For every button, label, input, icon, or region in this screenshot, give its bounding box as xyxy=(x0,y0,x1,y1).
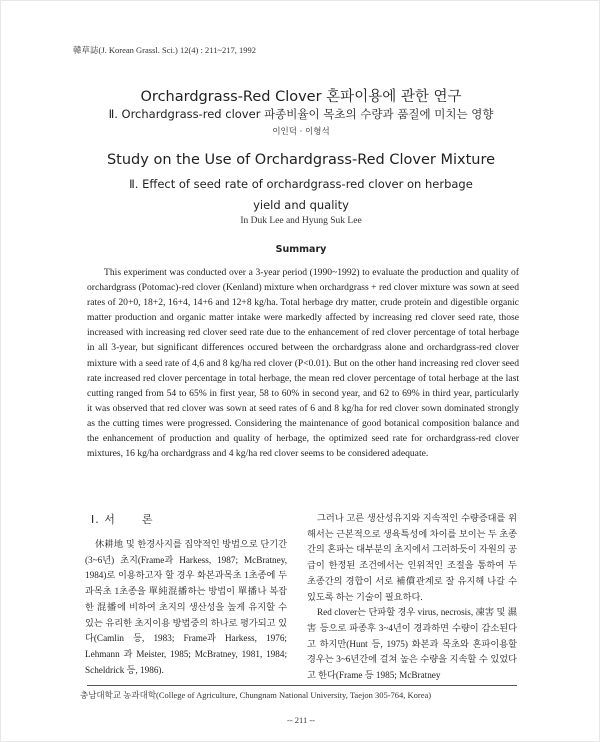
author-affiliation: 충남대학교 농과대학(College of Agriculture, Chungnam National University, Taejon 305-764, Korea) xyxy=(80,690,432,700)
english-title: Study on the Use of Orchardgrass-Red Clover Mixture xyxy=(106,152,496,168)
korean-subtitle: Ⅱ. Orchardgrass-red clover 파종비율이 목초의 수량과 품질에 미치는 영향 xyxy=(108,107,494,121)
english-subtitle xyxy=(1,174,600,216)
introduction-paragraph: Red clover는 단파할 경우 virus, necrosis, 凍害 및 濕害 등으로 파종후 3~4년이 경과하면 수량이 감소된다고 하지만(Hunt 등, 1975) 화본과 목초와 혼파이용할 경우는 3~6년간에 걸쳐 높은 수량을 지속할 수 있었다고 한다(Frame 등 1985; McBratney xyxy=(307,607,517,681)
introduction-heading-rest: 론 xyxy=(141,513,154,526)
korean-title: Orchardgrass-Red Clover 혼파이용에 관한 연구 xyxy=(140,89,462,105)
page-number: -- 211 -- xyxy=(286,715,315,725)
introduction-paragraph: 休耕地 및 한경사지를 집약적인 방법으로 단기간(3~6년) 초지(Frame과 Harkess, 1987; McBratney, 1984)로 이용하고자 할 경우 화본과목초 1초종에 두과목초 1초종을 單純混播하는 방법이 單播나 복잡한 混播에 비하여 초지의 생산성을 높게 유지할 수 있는 유리한 초지이용 방법중의 하나로 평가되고 있다(Camlin 등, 1983; Frame과 Harkess, 1976; Lehmann 과 Meister, 1985; McBratney, 1981, 1984; Scheldrick 등, 1986). xyxy=(85,539,287,675)
introduction-right-column xyxy=(307,511,517,684)
introduction-heading xyxy=(91,511,154,527)
summary-abstract xyxy=(87,265,519,461)
english-authors: In Duk Lee and Hyung Suk Lee xyxy=(240,216,362,226)
footnote-divider xyxy=(87,685,517,686)
english-subtitle-line-2: yield and quality xyxy=(253,198,349,212)
english-subtitle-line-1: Ⅱ. Effect of seed rate of orchardgrass-red clover on herbage xyxy=(129,177,473,191)
korean-authors: 이인덕 · 이형석 xyxy=(272,127,330,137)
introduction-left-column xyxy=(85,537,287,678)
introduction-heading-num: Ⅰ. 서 xyxy=(91,513,116,526)
journal-reference: 韓草誌(J. Korean Grassl. Sci.) 12(4) : 211~217, 1992 xyxy=(73,45,256,55)
summary-heading: Summary xyxy=(275,244,327,255)
introduction-paragraph: 그러나 고른 생산성유지와 지속적인 수량증대를 위해서는 근본적으로 생육특성에 차이를 보이는 두 초종간의 혼파는 대부분의 초지에서 그러하듯이 자원의 공급이 한정된 조건에서는 인위적인 조절을 통하여 두 초종간의 경합이 서로 補償관계로 잘 유지해 나갈 수 있도록 하는 기술이 필요하다. xyxy=(307,513,517,602)
summary-text: This experiment was conducted over a 3-year period (1990~1992) to evaluate the production and quality of orchardgrass (Potomac)-red clover (Kenland) mixture when orchardgrass + red clover mixture was sown at seed rates of 20+0, 18+2, 16+4, 14+6 and 12+8 kg/ha. Total herbage dry matter, crude protein and digestible organic matter production and organic matter intake were markedly affected by increasing red clover seed rate, those increased with increasing red clover seed rate due to the enhancement of red clover percentage of total herbage in all 3-year, but significant differences occured between the orchardgrass alone and orchardgrass-red clover mixture with a seed rate of 4,6 and 8 kg/ha red clover (P<0.01). But on the other hand increasing red clover seed rate increased red clover percentage in total herbage, the mean red clover percentage of total herbage at the last cutting ranged from 54 to 65% in first year, 58 to 60% in second year, and 62 to 69% in third year, particularly it was observed that red clover was sown at seed rates of 6 and 8 kg/ha for red clover sown dominated strongly as the cutting times were progressed. Considering the maintenance of good botanical composition balance and the enhancement of production and quality of herbage, the optimized seed rate for orchardgrass-red clover mixtures, 16 kg/ha orchardgrass and 4 kg/ha red clover seems to be considered adequate. xyxy=(87,267,519,460)
